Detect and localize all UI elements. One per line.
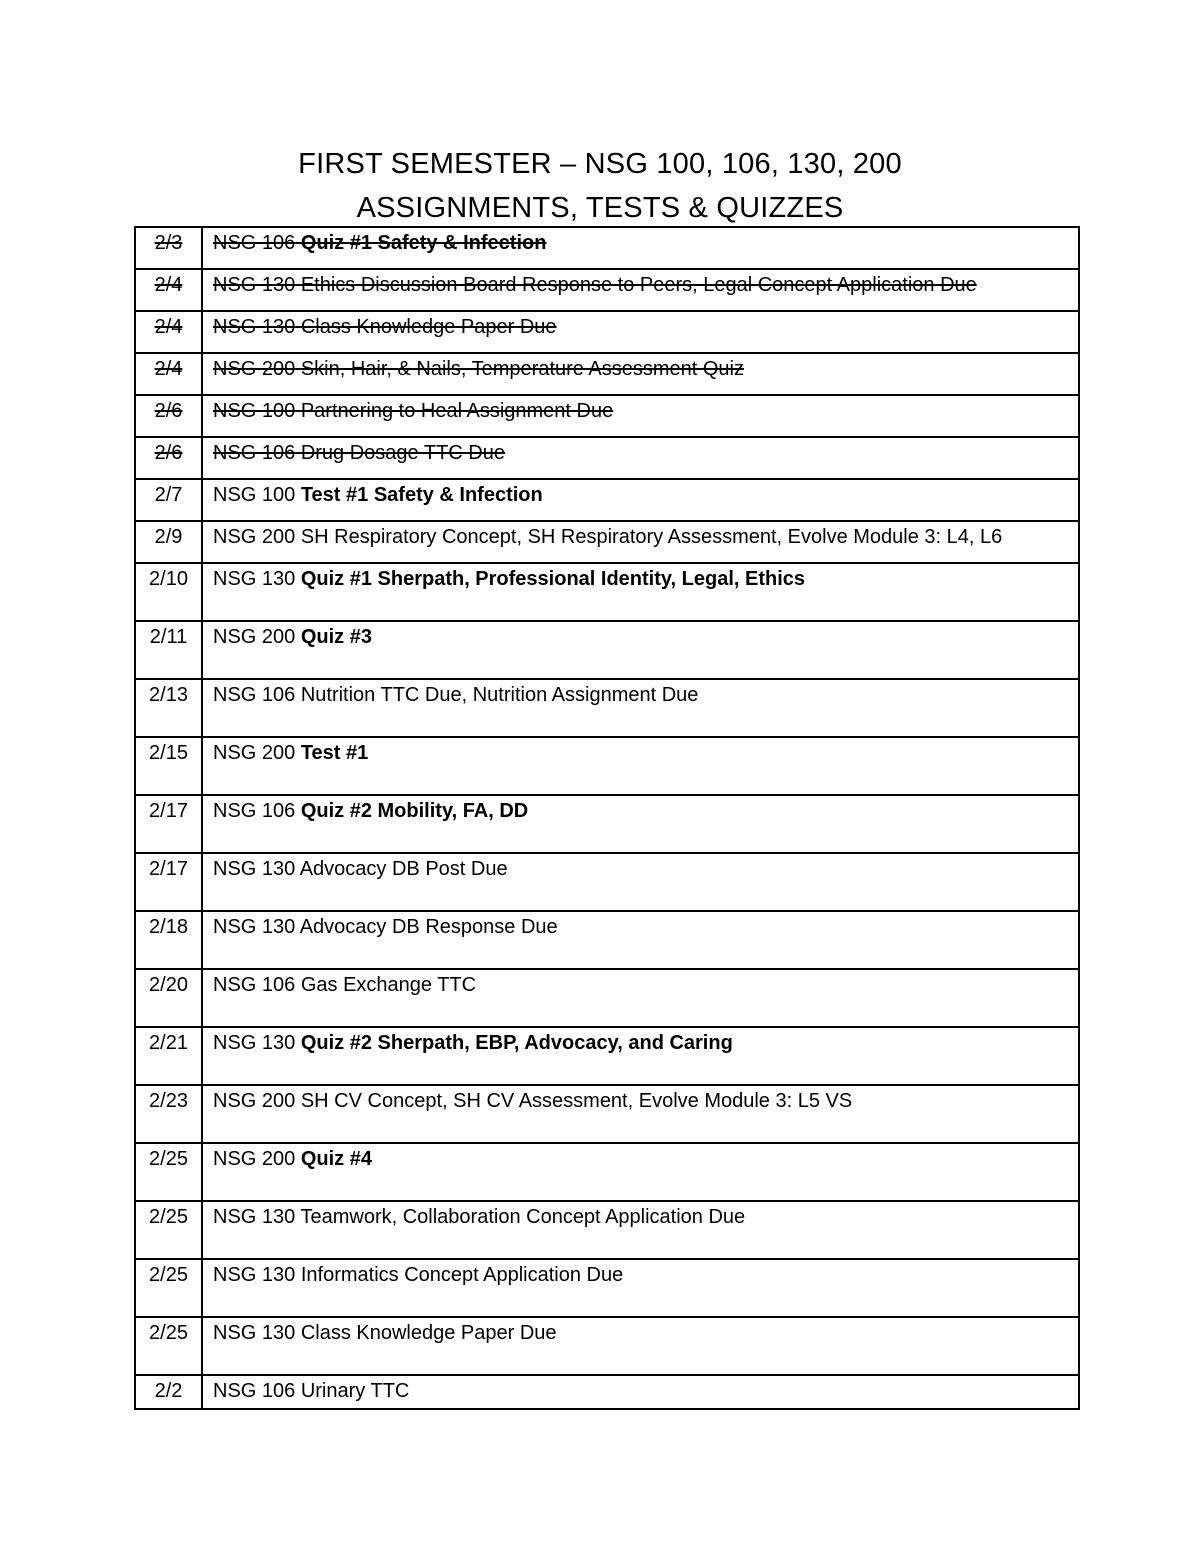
row-date: 2/7 [135,479,202,521]
table-row [135,227,1079,269]
table-row [135,311,1079,353]
row-description [202,269,1079,311]
row-course: NSG 100 [213,484,296,506]
row-date: 2/4 [135,353,202,395]
row-description [202,311,1079,353]
table-row [135,853,1079,911]
table-row [135,437,1079,479]
row-course: NSG 200 [213,358,296,380]
row-date: 2/6 [135,395,202,437]
row-course: NSG 200 [213,626,296,648]
table-row [135,795,1079,853]
row-course: NSG 130 [213,1206,296,1228]
table-row [135,1259,1079,1317]
row-date: 2/9 [135,521,202,563]
row-task: Test #1 [300,742,369,764]
table-row [135,1317,1079,1375]
row-task: Quiz #2 Sherpath, EBP, Advocacy, and Caring [300,1032,733,1054]
table-row [135,1201,1079,1259]
row-description [202,911,1079,969]
row-task: Skin, Hair, & Nails, Temperature Assessment Quiz [300,358,744,380]
row-course: NSG 200 [213,526,296,548]
row-date: 2/13 [135,679,202,737]
row-date: 2/23 [135,1085,202,1143]
row-course: NSG 130 [213,1032,296,1054]
row-task: Ethics Discussion Board Response to Peers, Legal Concept Application Due [300,274,977,296]
row-date: 2/6 [135,437,202,479]
row-course: NSG 106 [213,974,296,996]
table-row [135,521,1079,563]
row-date: 2/4 [135,269,202,311]
table-row [135,679,1079,737]
row-date: 2/17 [135,795,202,853]
row-course: NSG 106 [213,442,296,464]
row-description [202,227,1079,269]
table-row [135,621,1079,679]
row-task: Test #1 Safety & Infection [300,484,543,506]
table-row [135,1375,1079,1409]
table-row [135,1085,1079,1143]
row-date: 2/10 [135,563,202,621]
row-course: NSG 130 [213,274,296,296]
row-date: 2/3 [135,227,202,269]
row-description [202,1201,1079,1259]
row-course: NSG 130 [213,316,296,338]
row-description [202,353,1079,395]
page-subtitle: ASSIGNMENTS, TESTS & QUIZZES [356,192,844,224]
row-course: NSG 130 [213,1264,296,1286]
row-task: Quiz #1 Sherpath, Professional Identity, Legal, Ethics [300,568,806,590]
row-task: SH CV Concept, SH CV Assessment, Evolve Module 3: L5 VS [300,1090,853,1112]
table-row [135,1143,1079,1201]
row-date: 2/4 [135,311,202,353]
row-task: Urinary TTC [300,1380,410,1402]
row-description [202,1375,1079,1409]
table-row [135,479,1079,521]
row-description [202,563,1079,621]
row-description [202,969,1079,1027]
row-description [202,795,1079,853]
row-task: Drug Dosage TTC Due [300,442,505,464]
row-date: 2/18 [135,911,202,969]
row-course: NSG 130 [213,858,296,880]
row-date: 2/25 [135,1201,202,1259]
table-row [135,1027,1079,1085]
row-course: NSG 106 [213,232,296,254]
row-course: NSG 200 [213,1148,296,1170]
row-description [202,853,1079,911]
row-course: NSG 130 [213,568,296,590]
row-description [202,737,1079,795]
row-description [202,1027,1079,1085]
row-course: NSG 200 [213,742,296,764]
row-date: 2/20 [135,969,202,1027]
row-course: NSG 130 [213,1322,296,1344]
table-row [135,911,1079,969]
table-row [135,737,1079,795]
row-task: Teamwork, Collaboration Concept Application Due [300,1206,746,1228]
row-description [202,479,1079,521]
row-date: 2/15 [135,737,202,795]
row-task: Informatics Concept Application Due [300,1264,624,1286]
row-date: 2/17 [135,853,202,911]
row-course: NSG 200 [213,1090,296,1112]
page-title: FIRST SEMESTER – NSG 100, 106, 130, 200 [298,148,902,180]
table-row [135,353,1079,395]
row-task: Class Knowledge Paper Due [300,1322,557,1344]
row-task: Quiz #4 [300,1148,372,1170]
row-date: 2/25 [135,1317,202,1375]
row-description [202,621,1079,679]
table-row [135,395,1079,437]
row-description [202,1143,1079,1201]
row-task: SH Respiratory Concept, SH Respiratory Assessment, Evolve Module 3: L4, L6 [300,526,1003,548]
row-description [202,437,1079,479]
row-course: NSG 130 [213,916,296,938]
row-task: Nutrition TTC Due, Nutrition Assignment Due [300,684,699,706]
row-course: NSG 106 [213,800,296,822]
row-task: Gas Exchange TTC [300,974,477,996]
row-description [202,395,1079,437]
row-task: Quiz #3 [300,626,372,648]
row-course: NSG 106 [213,684,296,706]
table-row [135,269,1079,311]
row-description [202,1259,1079,1317]
row-task: Advocacy DB Post Due [299,858,508,880]
row-task: Class Knowledge Paper Due [300,316,557,338]
row-description [202,679,1079,737]
row-description [202,1317,1079,1375]
row-task: Quiz #1 Safety & Infection [300,232,547,254]
table-row [135,563,1079,621]
row-date: 2/11 [135,621,202,679]
row-course: NSG 106 [213,1380,296,1402]
table-row [135,969,1079,1027]
schedule-table [134,226,1080,1410]
row-description [202,521,1079,563]
row-task: Quiz #2 Mobility, FA, DD [300,800,529,822]
row-date: 2/2 [135,1375,202,1409]
row-date: 2/25 [135,1259,202,1317]
row-date: 2/21 [135,1027,202,1085]
row-date: 2/25 [135,1143,202,1201]
document-header [0,142,1200,230]
row-task: Partnering to Heal Assignment Due [300,400,614,422]
row-description [202,1085,1079,1143]
row-course: NSG 100 [213,400,296,422]
row-task: Advocacy DB Response Due [299,916,558,938]
